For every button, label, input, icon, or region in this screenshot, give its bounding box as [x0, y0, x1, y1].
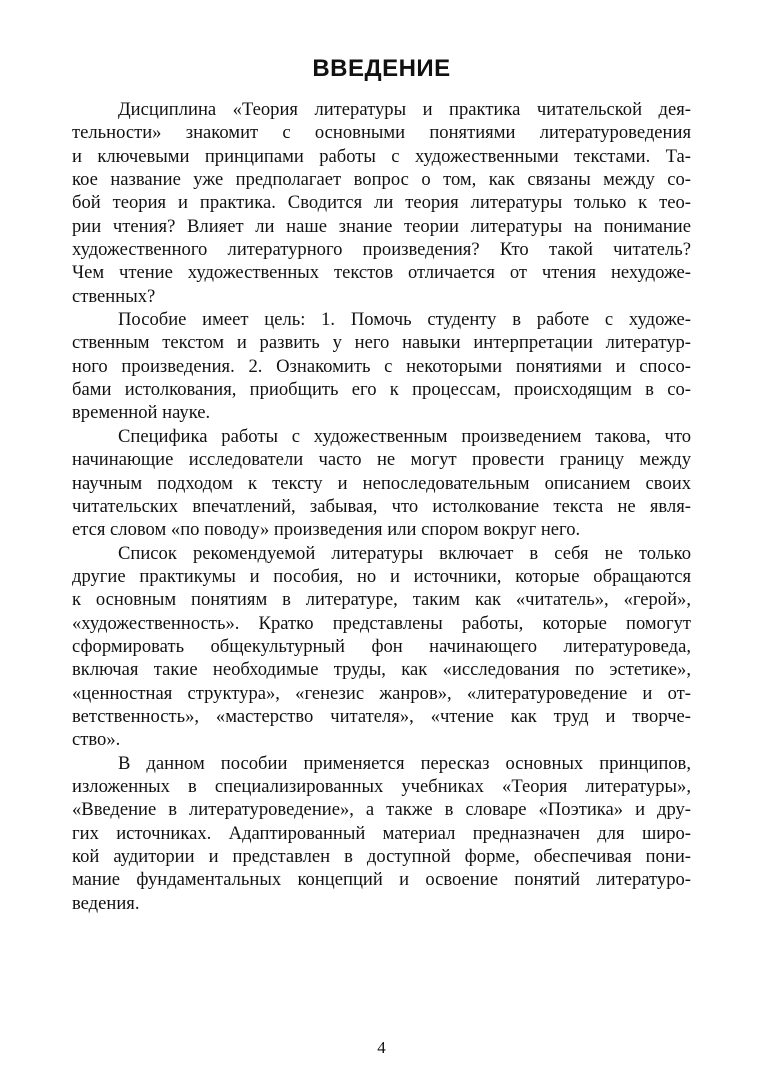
text-line: читательских впечатлений, забывая, что истолкование текста не явля-	[72, 495, 691, 517]
page-number: 4	[377, 1038, 386, 1057]
text-line: рии чтения? Влияет ли наше знание теории литературы на понимание	[72, 215, 691, 237]
paragraph-3	[72, 425, 691, 542]
body-text	[72, 98, 691, 915]
text-line: Чем чтение художественных текстов отличается от чтения нехудоже-	[72, 262, 691, 284]
text-line: изложенных в специализированных учебниках «Теория литературы»,	[72, 775, 691, 797]
text-line: ется словом «по поводу» произведения или спором вокруг него.	[72, 519, 581, 541]
text-line: научным подходом к тексту и непоследовательным описанием своих	[72, 472, 691, 494]
text-line: временной науке.	[72, 402, 211, 424]
text-line: ведения.	[72, 892, 140, 914]
text-line: «художественность». Кратко представлены работы, которые помогут	[72, 612, 691, 634]
text-line: бой теория и практика. Сводится ли теория литературы только к тео-	[72, 192, 691, 214]
text-line: и ключевыми принципами работы с художественными текстами. Та-	[72, 145, 691, 167]
text-line: «Введение в литературоведение», а также в словаре «Поэтика» и дру-	[72, 799, 691, 821]
text-line: включая такие необходимые труды, как «исследования по эстетике»,	[72, 659, 691, 681]
text-line: ство».	[72, 729, 121, 751]
text-line: кой аудитории и представлен в доступной форме, обеспечивая пони-	[72, 846, 691, 867]
text-line: художественного литературного произведения? Кто такой читатель?	[72, 239, 691, 261]
text-line: Пособие имеет цель: 1. Помочь студенту в работе с художе-	[118, 309, 691, 331]
text-line: ственных?	[72, 285, 156, 307]
text-line: «ценностная структура», «генезис жанров», «литературоведение и от-	[72, 682, 691, 704]
text-line: бами истолкования, приобщить его к процессам, происходящим в со-	[72, 379, 691, 401]
text-line: к основным понятиям в литературе, таким как «читатель», «герой»,	[72, 589, 691, 611]
text-line: начинающие исследователи часто не могут провести границу между	[72, 449, 691, 471]
text-line: ного произведения. 2. Ознакомить с некоторыми понятиями и спосо-	[72, 355, 691, 377]
text-line: другие практикумы и пособия, но и источники, которые обращаются	[72, 565, 691, 587]
paragraph-5	[72, 752, 691, 915]
text-line: кое название уже предполагает вопрос о том, как связаны между со-	[72, 169, 691, 191]
text-line: ственным текстом и развить у него навыки интерпретации литератур-	[72, 332, 691, 354]
text-line: тельности» знакомит с основными понятиями литературоведения	[72, 122, 691, 144]
text-line: гих источниках. Адаптированный материал предназначен для широ-	[72, 822, 691, 844]
text-line: Специфика работы с художественным произведением такова, что	[118, 425, 691, 447]
paragraph-4	[72, 542, 691, 752]
text-line: Список рекомендуемой литературы включает в себя не только	[118, 542, 691, 564]
text-line: В данном пособии применяется пересказ основных принципов,	[118, 752, 691, 774]
text-line: ветственность», «мастерство читателя», «чтение как труд и творче-	[72, 705, 691, 727]
paragraph-1	[72, 98, 691, 308]
text-line: мание фундаментальных концепций и освоение понятий литературо-	[72, 869, 691, 891]
text-line: Дисциплина «Теория литературы и практика читательской дея-	[118, 99, 691, 120]
text-line: сформировать общекультурный фон начинающего литературоведа,	[72, 635, 691, 657]
paragraph-2	[72, 308, 691, 425]
page-title: ВВЕДЕНИЕ	[312, 55, 451, 82]
